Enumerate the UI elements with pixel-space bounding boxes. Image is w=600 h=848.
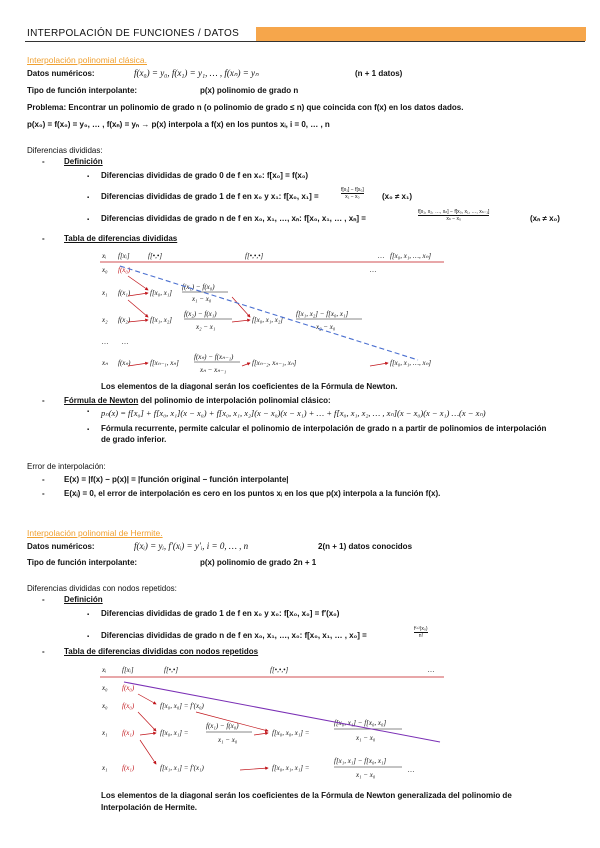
tabla-label: - Tabla de diferencias divididas xyxy=(64,234,177,244)
def-grado1-cond: (x₀ ≠ x₁) xyxy=(382,192,412,201)
t1-rn-fn: f[x₀, x₁, …, xₙ] xyxy=(390,359,432,367)
t2-r3-d2: f[x₀, x₁, x₁] = xyxy=(272,764,310,772)
t2-r2-num2: f[x₀, x₁] − f[x₀, x₀] xyxy=(334,719,387,727)
t2-r1-f: f(x₀) xyxy=(122,702,135,710)
recurrente-text-1: ▪ Fórmula recurrente, permite calcular el polinomio de interpolación de grado n a partir de polinomios de interpolación xyxy=(101,424,546,434)
t1-r1-den: x₁ − x₀ xyxy=(192,295,212,303)
t1-rn-num: f(xₙ) − f(xₙ₋₁) xyxy=(194,353,234,361)
t2-arrow-3 xyxy=(140,733,156,735)
page-title: INTERPOLACIÓN DE FUNCIONES / DATOS xyxy=(27,28,240,39)
tipo-label: Tipo de función interpolante: xyxy=(27,86,138,95)
t2-r2-f: f(x₁) xyxy=(122,729,135,737)
t2-arrow-2 xyxy=(138,712,156,731)
newton-label: Fórmula de Newton xyxy=(64,396,139,405)
t1-h-x: xᵢ xyxy=(102,252,107,260)
h-diagonal-note-1: Los elementos de la diagonal serán los coeficientes de la Fórmula de Newton generalizada del polinomio de xyxy=(101,791,512,800)
t1-rn-x: xₙ xyxy=(102,359,108,367)
t2-r2-x: x₁ xyxy=(102,729,108,737)
t1-rn-d2: f[xₙ₋₂, xₙ₋₁, xₙ] xyxy=(252,359,297,367)
h-tipo-label: Tipo de función interpolante: xyxy=(27,558,138,567)
datos-count: (n + 1 datos) xyxy=(355,69,403,78)
t1-r2-den: x₂ − x₁ xyxy=(196,323,216,331)
h-datos-label: Datos numéricos: xyxy=(27,542,95,551)
t1-r1-d1: f[x₀, x₁] xyxy=(150,289,172,297)
h-datos-count: 2(n + 1) datos conocidos xyxy=(318,542,413,551)
t1-r2-num2: f[x₁, x₂] − f[x₀, x₁] xyxy=(296,310,349,318)
newton-formula: ▪ pₙ(x) = f[x₀] + f[x₀, x₁](x − x₀) + f[x₀, x₁, x₂](x − x₀)(x − x₁) + … + f[x₀, x₁, x₂, … , xₙ](x − x₀)(x − x₁) …(x − xₙ) xyxy=(101,408,486,419)
h-datos-math: f(xᵢ) = yᵢ, f′(xᵢ) = y′ᵢ, i = 0, … , n xyxy=(134,541,249,551)
h-def-gradon: ▪ Diferencias divididas de grado n de f en x₀, x₁, …, x₀: f[x₀, x₁, … , x₀] = xyxy=(101,631,367,641)
definicion-label: - Definición xyxy=(64,157,103,167)
dd-title: Diferencias divididas: xyxy=(27,146,103,155)
t2-r3-x: x₁ xyxy=(102,764,108,772)
t1-h-f0: f[xᵢ] xyxy=(118,252,130,260)
t2-arrow-1 xyxy=(138,694,156,704)
t1-r0-dots: … xyxy=(370,266,377,274)
t2-h-f1: f[•,•] xyxy=(164,666,179,674)
datos-label: Datos numéricos: xyxy=(27,69,95,78)
section-title-clasica: Interpolación polinomial clásica. xyxy=(27,55,148,65)
h-tabla-label: - Tabla de diferencias divididas con nodos repetidos xyxy=(64,647,258,657)
h-definicion-label: - Definición xyxy=(64,595,103,605)
t1-rn-f: f(xₙ) xyxy=(118,359,131,367)
recurrente-text-2: de grado inferior. xyxy=(101,435,167,444)
t2-r2-d1: f[x₀, x₁] = xyxy=(160,729,189,737)
t1-r2-d2: f[x₀, x₁, x₂] xyxy=(252,316,284,324)
t2-arrow-6 xyxy=(140,740,156,764)
t1-rd-x: … xyxy=(102,338,109,346)
h-dd-title: Diferencias divididas con nodos repetidos: xyxy=(27,584,177,593)
t1-r2-den2: x₂ − x₀ xyxy=(316,323,336,331)
condicion-text: p(x₀) = f(x₀) = y₀, … , f(xₙ) = yₙ → p(x) interpola a f(x) en los puntos xᵢ, i = 0, … , n xyxy=(27,120,330,129)
tipo-value: p(x) polinomio de grado n xyxy=(200,86,299,95)
t2-r2-d2: f[x₀, x₀, x₁] = xyxy=(272,729,310,737)
t1-rn-d1: f[xₙ₋₁, xₙ] xyxy=(150,359,179,367)
def-gradon-cond: (xₙ ≠ x₀) xyxy=(530,214,560,223)
t1-h-f2: f[•,•,•] xyxy=(245,252,264,260)
t1-r2-f: f(x₂) xyxy=(118,316,131,324)
t1-rd-f: … xyxy=(122,338,129,346)
t1-r2-num: f(x₂) − f(x₁) xyxy=(184,310,217,318)
t2-r3-dots: … xyxy=(408,766,415,774)
h-tipo-value: p(x) polinomio de grado 2n + 1 xyxy=(200,558,317,567)
t2-h-f2: f[•,•,•] xyxy=(270,666,289,674)
def-gradon: ▪ Diferencias divididas de grado n de f en x₀, x₁, …, xₙ: f[x₀, x₁, … , xₙ] = xyxy=(101,214,366,224)
t1-rn-den: xₙ − xₙ₋₁ xyxy=(200,366,227,374)
t2-h-dots: … xyxy=(428,666,435,674)
t1-r1-num: f(x₁) − f(x₀) xyxy=(182,283,215,291)
t2-r1-x: x₀ xyxy=(102,702,108,710)
t2-r2-den: x₁ − x₀ xyxy=(218,736,238,744)
t2-r2-num: f(x₁) − f(x₀) xyxy=(206,722,239,730)
t2-r3-f: f(x₁) xyxy=(122,764,135,772)
t2-h-x: xᵢ xyxy=(102,666,107,674)
h-def-gradon-fraction: f⁽ⁿ⁾(x₀) n! xyxy=(414,626,428,639)
section-title-hermite: Interpolación polinomial de Hermite. xyxy=(27,528,163,538)
t1-r1-x: x₁ xyxy=(102,289,108,297)
error-def-1: - E(x) = |f(x) − p(x)| = |función original − función interpolante| xyxy=(64,475,289,485)
error-title: Error de interpolación: xyxy=(27,462,106,471)
def-gradon-fraction: f[x₁, x₂, …, xₙ] − f[x₀, x₁, …, xₙ₋₁] xₙ − x₀ xyxy=(418,209,490,222)
datos-math: f(x₀) = y₀, f(x₁) = y₁, … , f(xₙ) = yₙ xyxy=(134,68,259,78)
h-def-grado1: ▪ Diferencias divididas de grado 1 de f en x₀ y x₀: f[x₀, x₀] = f′(x₀) xyxy=(101,609,339,619)
error-def-2: - E(xᵢ) = 0, el error de interpolación es cero en los puntos xᵢ en los que p(x) interpola a la función f(x). xyxy=(64,489,440,499)
t2-r3-d1: f[x₁, x₁] = f′(x₁) xyxy=(160,764,204,772)
t1-r2-x: x₂ xyxy=(102,316,108,324)
problema-text: Problema: Encontrar un polinomio de grado n (o polinomio de grado ≤ n) que coincida con f(x) en los datos dados. xyxy=(27,103,464,112)
t1-r0-x: x₀ xyxy=(102,266,108,274)
t2-arrow-7 xyxy=(240,768,268,770)
newton-rest: del polinomio de interpolación polinomial clásico: xyxy=(140,396,331,405)
diagonal-note: Los elementos de la diagonal serán los coeficientes de la Fórmula de Newton. xyxy=(101,382,398,391)
t2-r2-den2: x₁ − x₀ xyxy=(356,734,376,742)
def-grado1: ▪ Diferencias divididas de grado 1 de f en x₀ y x₁: f[x₀, x₁] = xyxy=(101,192,319,202)
t2-r0-f: f(x₀) xyxy=(122,684,135,692)
t2-h-f0: f[xᵢ] xyxy=(122,666,134,674)
t2-r1-d1: f[x₀, x₀] = f′(x₀) xyxy=(160,702,204,710)
t1-r1-f: f(x₁) xyxy=(118,289,131,297)
t1-h-dots: … xyxy=(378,252,385,260)
t2-r3-num2: f[x₁, x₁] − f[x₀, x₁] xyxy=(334,757,387,765)
t1-h-f1: f[•,•] xyxy=(148,252,163,260)
h-diagonal-note-2: Interpolación de Hermite. xyxy=(101,803,198,812)
def-grado0: ▪ Diferencias divididas de grado 0 de f en x₀: f[x₀] = f(x₀) xyxy=(101,171,308,181)
t2-arrow-5 xyxy=(254,733,268,735)
def-grado1-fraction: f[x₁] − f[x₀] x₁ − x₀ xyxy=(341,187,364,200)
t2-r0-x: x₀ xyxy=(102,684,108,692)
t1-h-fn: f[x₀, x₁, …, xₙ] xyxy=(390,252,432,260)
t1-r0-f: f(x₀) xyxy=(118,266,131,274)
t1-r2-d1: f[x₁, x₂] xyxy=(150,316,172,324)
t2-r3-den2: x₁ − x₀ xyxy=(356,771,376,779)
